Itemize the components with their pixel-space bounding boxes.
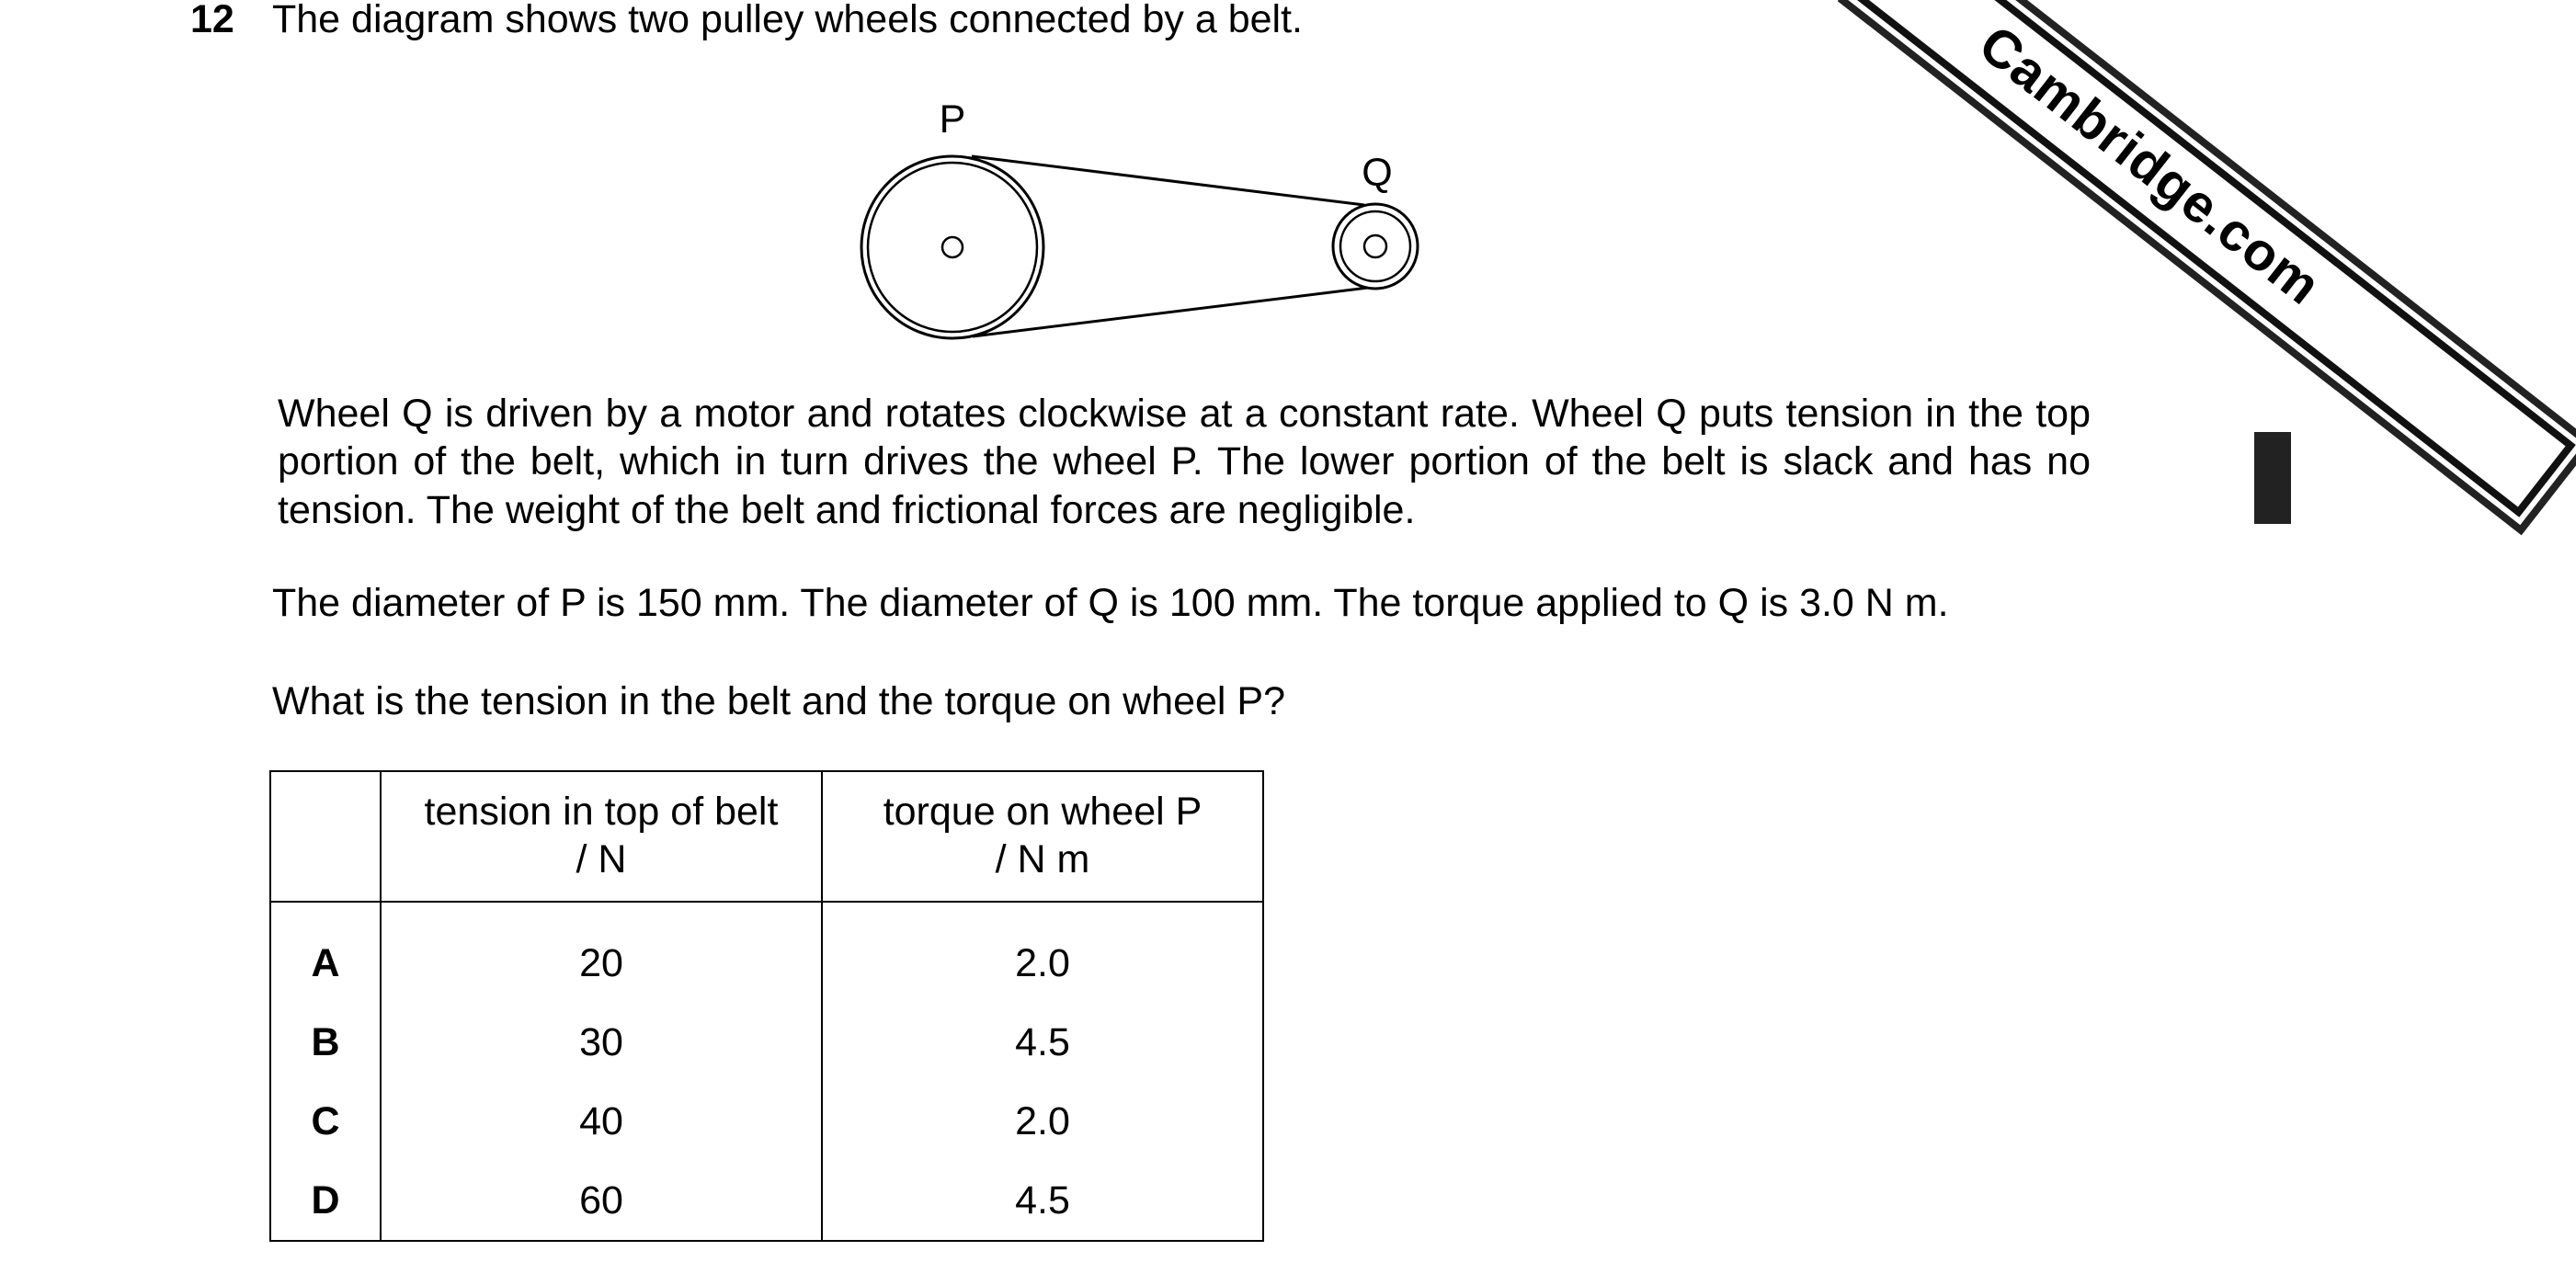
wheel-q-axle xyxy=(1364,235,1386,257)
wheel-p-inner xyxy=(868,163,1037,332)
header-tension-line1: tension in top of belt xyxy=(424,790,779,835)
option-tension: 40 xyxy=(381,1082,822,1161)
option-tension: 60 xyxy=(381,1161,822,1241)
option-torque: 2.0 xyxy=(822,902,1263,1003)
option-letter: C xyxy=(270,1082,381,1161)
wheel-q-outer xyxy=(1333,204,1418,289)
option-letter: D xyxy=(270,1161,381,1241)
option-row-d xyxy=(270,1161,1263,1241)
label-p: P xyxy=(939,97,966,142)
watermark-text: Cambridge.com xyxy=(1967,14,2332,317)
given-values-paragraph: The diameter of P is 150 mm. The diameter of Q is 100 mm. The torque applied to Q is 3.0 N m. xyxy=(272,581,1949,625)
header-tension xyxy=(381,771,822,902)
option-torque: 2.0 xyxy=(822,1082,1263,1161)
belt-bottom xyxy=(973,288,1368,336)
option-letter: A xyxy=(270,902,381,1003)
header-torque-line1: torque on wheel P xyxy=(883,790,1203,835)
header-empty-cell xyxy=(270,771,381,902)
option-row-c xyxy=(270,1082,1263,1161)
header-tension-unit: / N xyxy=(576,837,627,881)
option-tension: 20 xyxy=(381,902,822,1003)
question-intro: The diagram shows two pulley wheels connected by a belt. xyxy=(272,0,1304,41)
option-row-b xyxy=(270,1003,1263,1082)
watermark-edge xyxy=(2254,432,2291,524)
wheel-p-outer xyxy=(861,156,1043,338)
description-paragraph: Wheel Q is driven by a motor and rotates clockwise at a constant rate. Wheel Q puts tension in the top portion of the belt, which in turn drives the wheel P. The lower portion of the belt is slack and has no tension. The weight of the belt and frictional forces are negligible. xyxy=(278,392,2091,532)
belt-top xyxy=(972,156,1364,205)
header-torque xyxy=(822,771,1263,902)
question-number: 12 xyxy=(190,0,234,41)
option-torque: 4.5 xyxy=(822,1161,1263,1241)
wheel-q-inner xyxy=(1340,211,1410,281)
option-tension: 30 xyxy=(381,1003,822,1082)
wheel-p-axle xyxy=(942,237,963,257)
option-torque: 4.5 xyxy=(822,1003,1263,1082)
table-header-row xyxy=(270,771,1263,902)
option-row-a xyxy=(270,902,1263,1003)
answer-options-table xyxy=(269,770,1264,1242)
header-torque-unit: / N m xyxy=(995,837,1090,881)
label-q: Q xyxy=(1362,151,1393,195)
question-prompt: What is the tension in the belt and the torque on wheel P? xyxy=(272,679,1286,723)
option-letter: B xyxy=(270,1003,381,1082)
